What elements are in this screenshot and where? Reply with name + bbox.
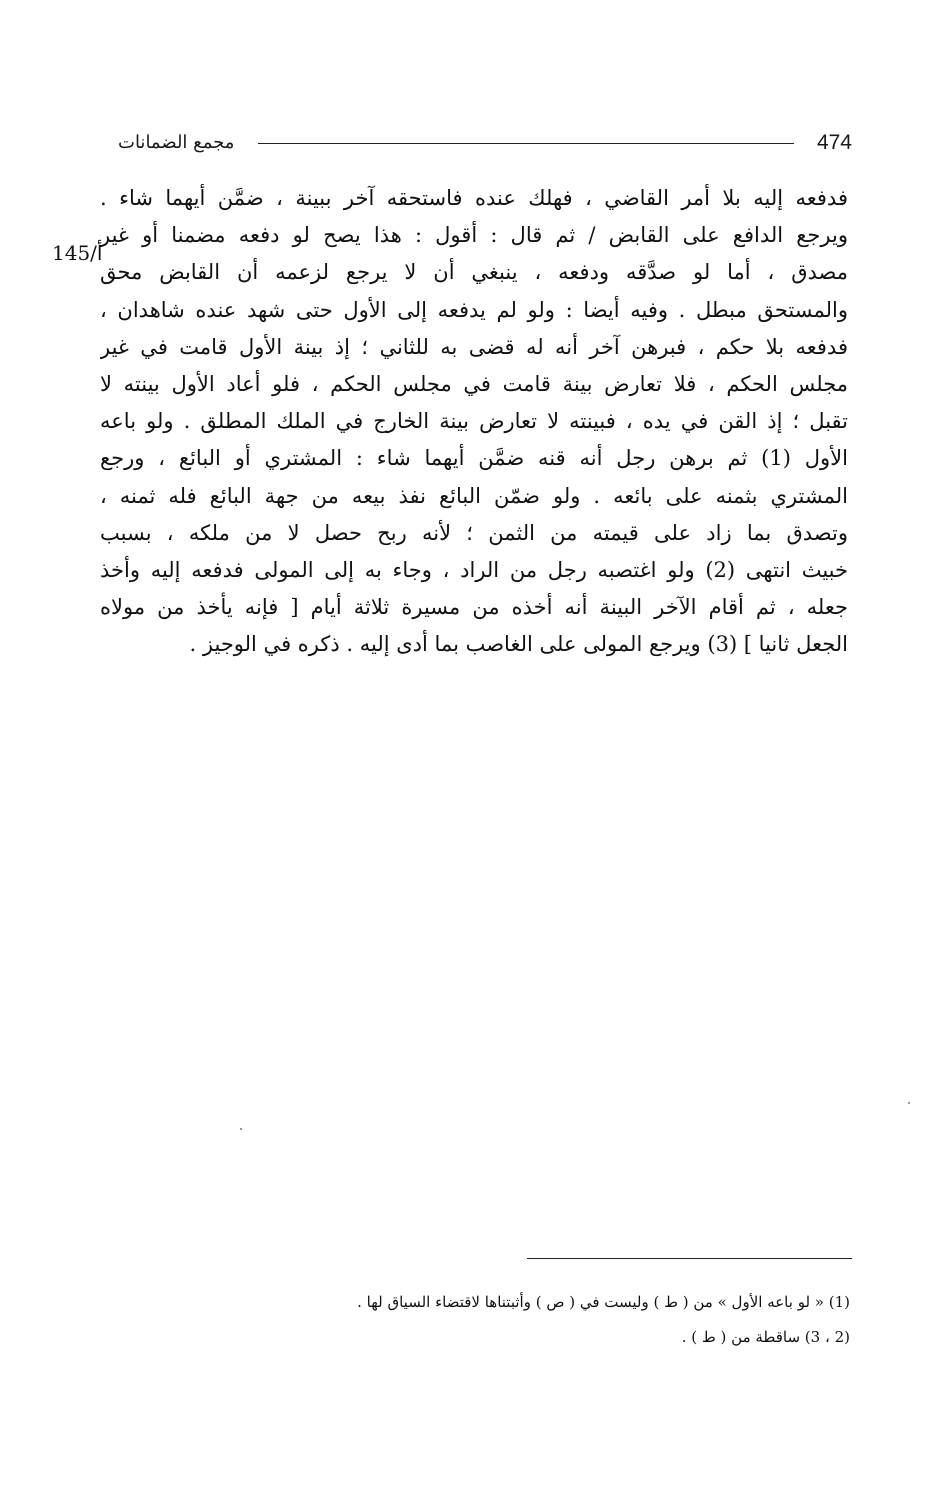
text-line-8: الأول (1) ثم برهن رجل أنه قنه ضمَّن أيهما شاء : المشتري أو البائع ، ورجع bbox=[100, 446, 848, 471]
text-line-2: ويرجع الدافع على القابض / ثم قال : أقول : هذا يصح لو دفعه مضمنا أو غير bbox=[100, 223, 848, 248]
footnote-rule bbox=[527, 1258, 852, 1259]
text-line-7: تقبل ؛ إذ القن في يده ، فبينته لا تعارض بينة الخارج في الملك المطلق . ولو باعه bbox=[100, 409, 848, 434]
page-header bbox=[118, 128, 852, 164]
text-line-13: الجعل ثانيا ] (3) ويرجع المولى على الغاصب بما أدى إليه . ذكره في الوجيز . bbox=[189, 632, 848, 657]
margin-folio-mark: 145/أ bbox=[52, 241, 103, 265]
text-line-3: مصدق ، أما لو صدَّقه ودفعه ، ينبغي أن لا يرجع لزعمه أن القابض محق bbox=[100, 260, 848, 285]
scan-speck bbox=[240, 1128, 242, 1130]
running-title: مجمع الضمانات bbox=[118, 132, 235, 153]
text-line-6: مجلس الحكم ، فلا تعارض بينة قامت في مجلس الحكم ، فلو أعاد الأول بينته لا bbox=[100, 371, 848, 396]
main-text bbox=[100, 180, 848, 663]
scan-speck bbox=[908, 1102, 910, 1104]
footnote-1: (1) « لو باعه الأول » من ( ط ) وليست في ( ص ) وأثبتناها لاقتضاء السياق لها . bbox=[357, 1293, 850, 1311]
footnote-2: (2 ، 3) ساقطة من ( ط ) . bbox=[681, 1328, 850, 1346]
text-line-5: فدفعه بلا حكم ، فبرهن آخر أنه له قضى به للثاني ؛ إذ بينة الأول قامت في غير bbox=[100, 334, 848, 359]
text-line-12: جعله ، ثم أقام الآخر البينة أنه أخذه من مسيرة ثلاثة أيام [ فإنه يأخذ من مولاه bbox=[100, 595, 848, 620]
text-line-1: فدفعه إليه بلا أمر القاضي ، فهلك عنده فاستحقه آخر ببينة ، ضمَّن أيهما شاء . bbox=[100, 186, 848, 210]
text-line-10: وتصدق بما زاد على قيمته من الثمن ؛ لأنه ربح حصل لا من ملكه ، بسبب bbox=[100, 520, 848, 545]
footnotes bbox=[102, 1285, 850, 1355]
page-number: 474 bbox=[816, 131, 852, 154]
text-line-9: المشتري بثمنه على بائعه . ولو ضمّن البائع نفذ بيعه من جهة البائع فله ثمنه ، bbox=[100, 483, 848, 508]
header-rule bbox=[258, 143, 794, 144]
text-line-11: خبيث انتهى (2) ولو اغتصبه رجل من الراد ، وجاء به إلى المولى فدفعه إليه وأخذ bbox=[100, 557, 848, 582]
text-line-4: والمستحق مبطل . وفيه أيضا : ولو لم يدفعه إلى الأول حتى شهد عنده شاهدان ، bbox=[100, 297, 848, 322]
